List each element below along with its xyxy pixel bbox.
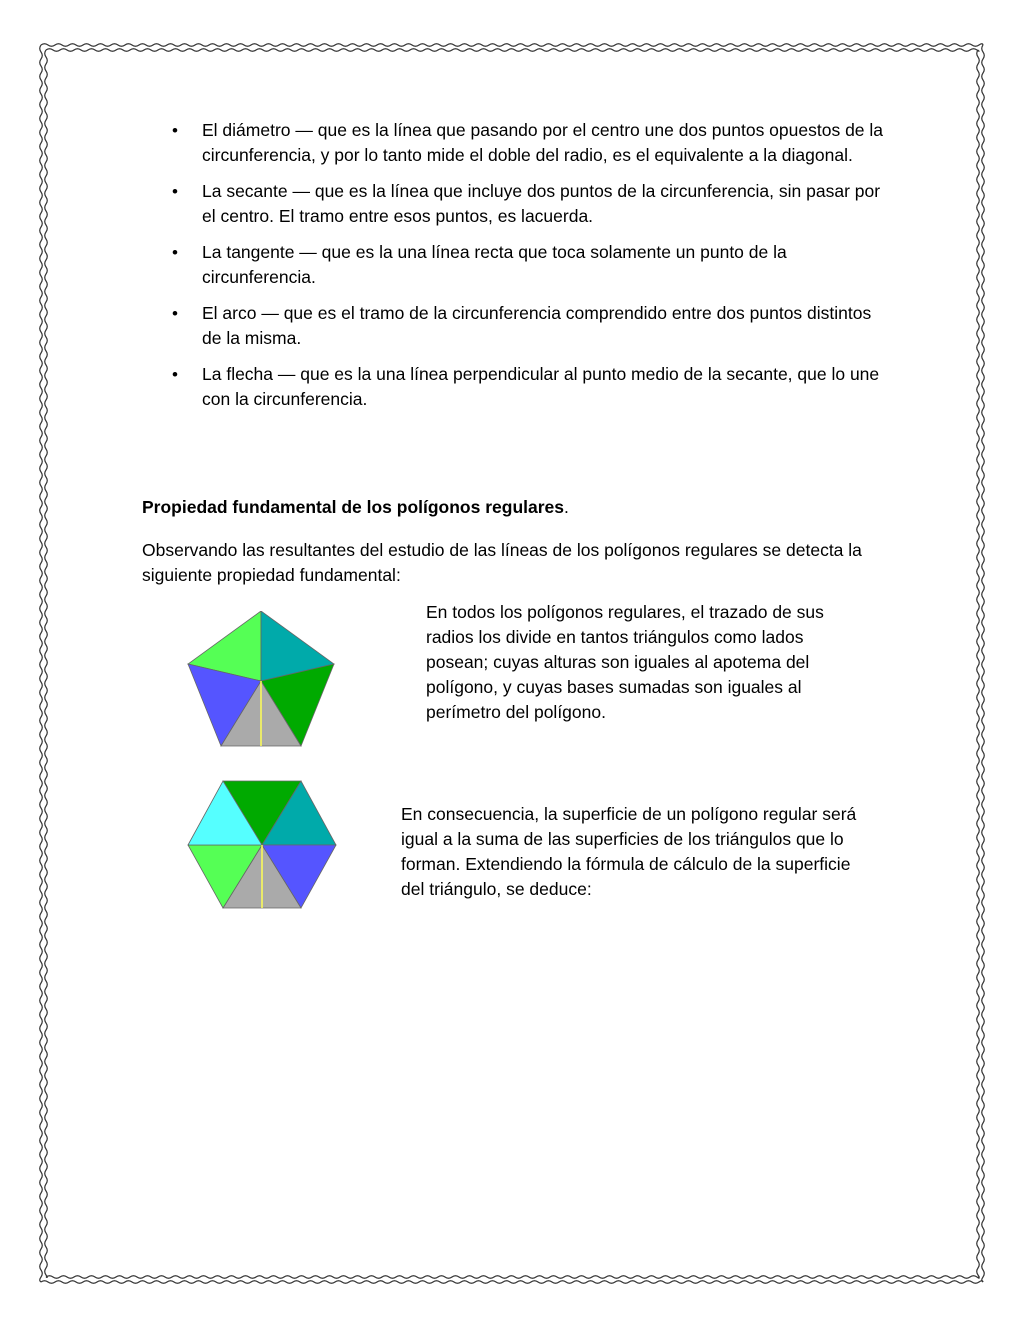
paragraph-triangles: En todos los polígonos regulares, el trazado de sus radios los divide en tantos triángulos como lados posean; cuyas alturas son iguales al apotema del polígono, y cuyas bases sumadas son iguales al perímetro del polígono. <box>426 602 824 722</box>
section-heading: Propiedad fundamental de los polígonos regulares. <box>142 497 569 517</box>
pentagon-figure <box>186 611 336 748</box>
list-item: • La tangente — que es la una línea recta que toca solamente un punto de la circunferencia. <box>172 242 787 287</box>
bullet-list <box>170 118 890 423</box>
hexagon-figure <box>186 780 338 910</box>
border-wave-line <box>982 45 985 1282</box>
list-item: • El arco — que es el tramo de la circunferencia comprendido entre dos puntos distintos de la misma. <box>172 303 872 348</box>
border-wave-line <box>41 1281 983 1284</box>
border-wave-line <box>46 1276 979 1279</box>
border-wave-line <box>41 44 983 47</box>
list-item: • La secante — que es la línea que incluye dos puntos de la circunferencia, sin pasar por el centro. El tramo entre esos puntos, es lacuerda. <box>172 181 881 226</box>
border-wave-line <box>977 50 980 1277</box>
list-item: • El diámetro — que es la línea que pasando por el centro une dos puntos opuestos de la circunferencia, y por lo tanto mide el doble del radio, es el equivalente a la diagonal. <box>172 120 884 165</box>
border-wave-line <box>45 50 48 1277</box>
border-wave-line <box>40 45 43 1282</box>
list-item: • La flecha — que es la una línea perpendicular al punto medio de la secante, que lo une con la circunferencia. <box>172 364 880 409</box>
border-wave-line <box>46 49 979 52</box>
paragraph-consequence: En consecuencia, la superficie de un polígono regular será igual a la suma de las superficies de los triángulos que lo forman. Extendiendo la fórmula de cálculo de la superficie del triángulo, se deduce: <box>401 804 857 899</box>
intro-paragraph: Observando las resultantes del estudio de las líneas de los polígonos regulares se detecta la siguiente propiedad fundamental: <box>142 540 862 585</box>
